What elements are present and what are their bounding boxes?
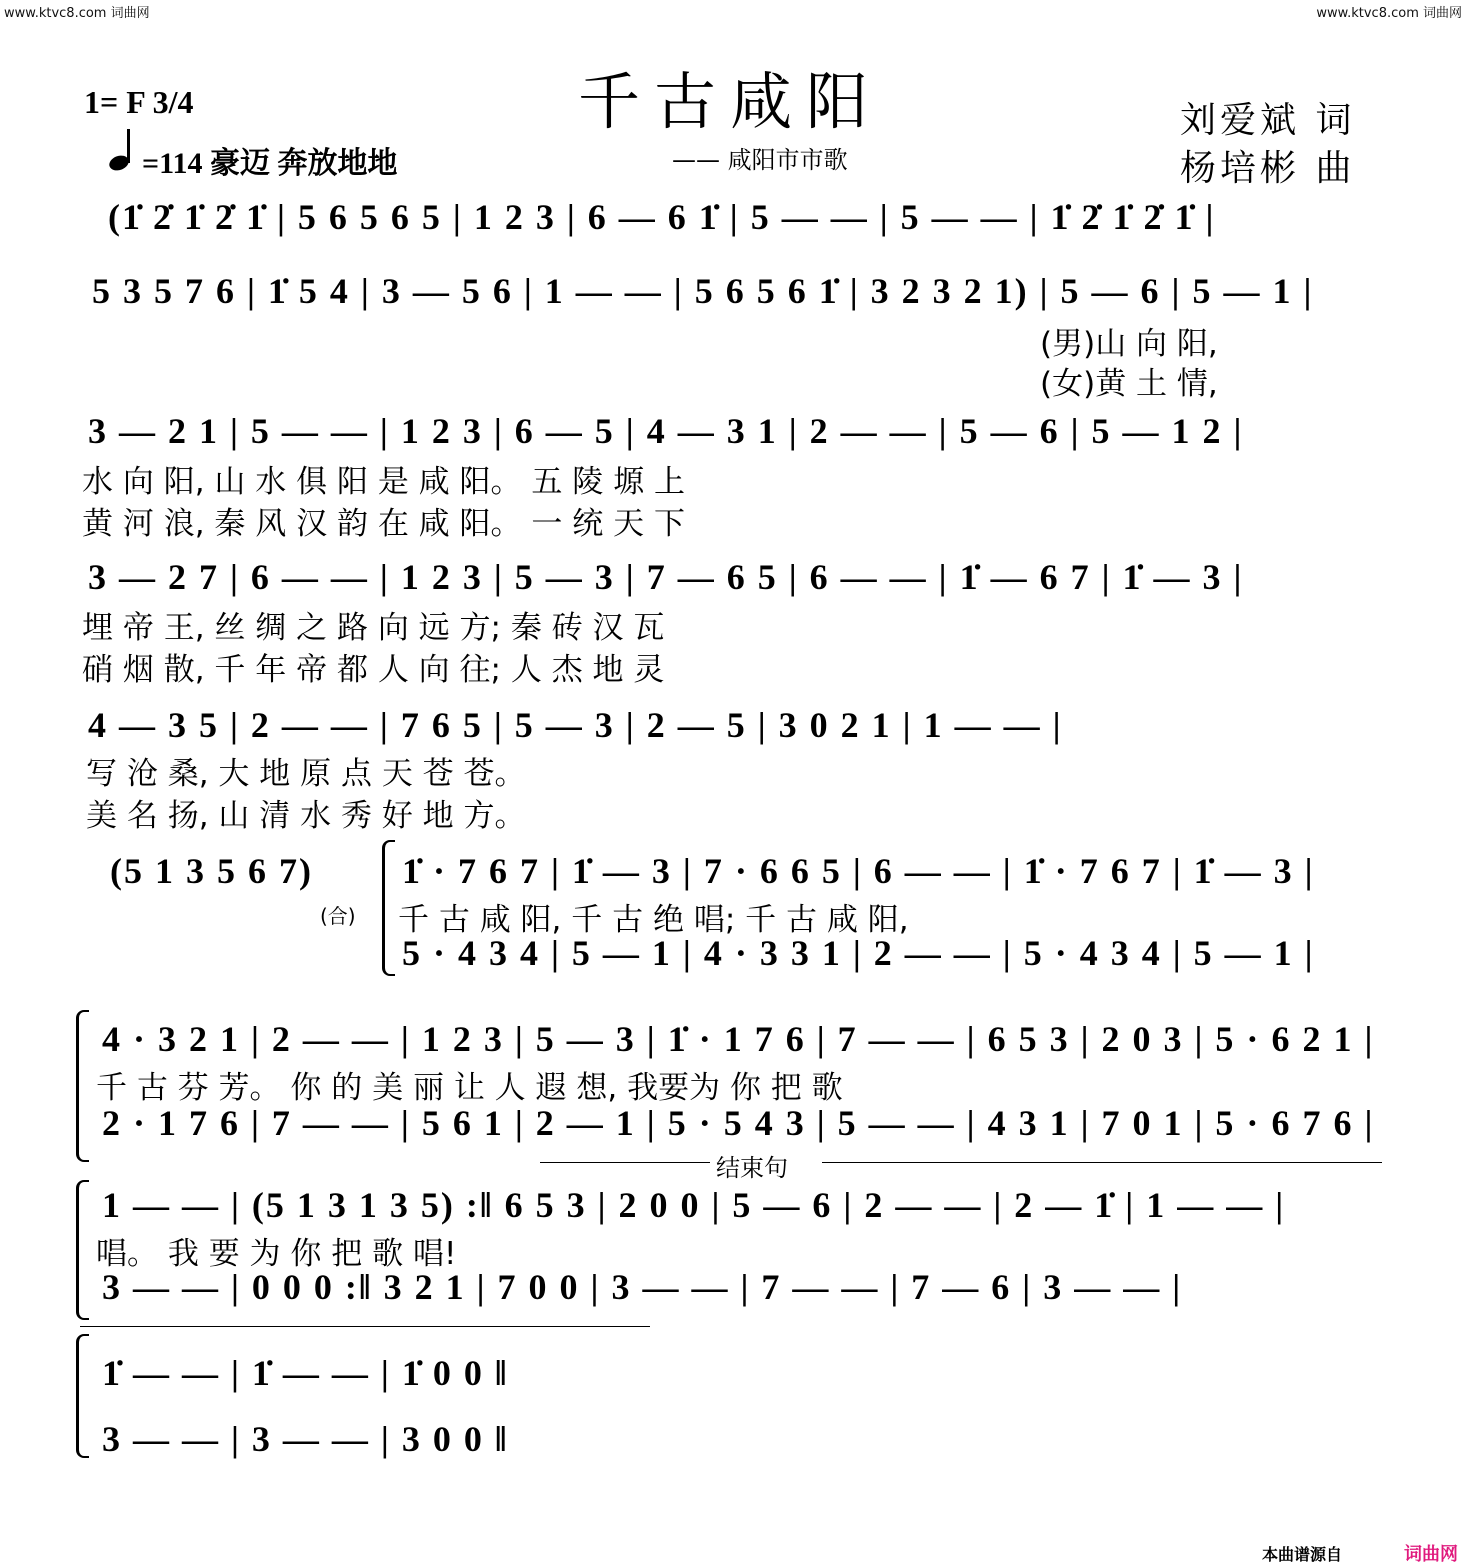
lyrics-line-5b: 美 名 扬, 山 清 水 秀 好 地 方。: [86, 798, 526, 834]
system-7-brace: [76, 1010, 89, 1162]
lyrics-line-2a: (男)山 向 阳,: [1040, 326, 1218, 362]
final-bracket-line: [80, 1326, 650, 1327]
song-title: 千古咸阳: [578, 65, 883, 138]
lyrics-line-4a: 埋 帝 王, 丝 绸 之 路 向 远 方; 秦 砖 汉 瓦: [82, 610, 665, 646]
system-8-brace: [76, 1180, 89, 1320]
notation-line-6-lower: 5 · 4 3 4 | 5 — 1 | 4 · 3 3 1 | 2 — — | 5 · 4 3 4 | 5 — 1 |: [402, 933, 1315, 973]
lyrics-line-4b: 硝 烟 散, 千 年 帝 都 人 向 往; 人 杰 地 灵: [82, 652, 665, 688]
composer-credit: 杨培彬 曲: [1180, 148, 1356, 189]
key-signature: 1= F 3/4: [84, 84, 194, 120]
ending-line-right: [822, 1162, 1382, 1163]
chorus-tag: (合): [320, 904, 356, 928]
watermark-left: www.ktvc8.com 词曲网: [4, 6, 150, 21]
notation-line-6-upper: 1̇ · 7 6 7 | 1̇ — 3 | 7 · 6 6 5 | 6 — — | 1̇ · 7 6 7 | 1̇ — 3 |: [402, 851, 1315, 891]
lyrics-line-6: 千 古 咸 阳, 千 古 绝 唱; 千 古 咸 阳,: [398, 902, 909, 938]
system-9-brace: [76, 1334, 89, 1458]
notation-line-2: 5 3 5 7 6 | 1̇ 5 4 | 3 — 5 6 | 1 — — | 5 6 5 6 1̇ | 3 2 3 2 1) | 5 — 6 | 5 — 1 |: [92, 271, 1314, 311]
ending-label: 结束句: [716, 1154, 788, 1182]
notation-line-5: 4 — 3 5 | 2 — — | 7 6 5 | 5 — 3 | 2 — 5 | 3 0 2 1 | 1 — — |: [88, 705, 1063, 745]
notation-line-3: 3 — 2 1 | 5 — — | 1 2 3 | 6 — 5 | 4 — 3 1 | 2 — — | 5 — 6 | 5 — 1 2 |: [88, 411, 1244, 451]
notation-line-9-lower: 3 — — | 3 — — | 3 0 0 ‖: [102, 1419, 509, 1459]
chorus-brace: [382, 840, 395, 976]
notation-line-7-lower: 2 · 1 7 6 | 7 — — | 5 6 1 | 2 — 1 | 5 · 5 4 3 | 5 — — | 4 3 1 | 7 0 1 | 5 · 6 7 6 |: [102, 1103, 1375, 1143]
footer-logo[interactable]: 词曲网: [1404, 1544, 1458, 1565]
song-subtitle: —— 咸阳市市歌: [672, 146, 848, 174]
footer-source: 本曲谱源自: [1262, 1545, 1343, 1564]
lyrics-line-2b: (女)黄 土 情,: [1040, 366, 1218, 402]
tempo-marking: =114 豪迈 奔放地地: [108, 138, 397, 182]
lyricist-credit: 刘爱斌 词: [1180, 100, 1356, 141]
notation-line-9-upper: 1̇ — — | 1̇ — — | 1̇ 0 0 ‖: [102, 1353, 509, 1393]
tempo-text: 114 豪迈 奔放地地: [159, 147, 398, 180]
lyrics-line-5a: 写 沧 桑, 大 地 原 点 天 苍 苍。: [86, 756, 526, 792]
notation-line-7-upper: 4 · 3 2 1 | 2 — — | 1 2 3 | 5 — 3 | 1̇ · 1 7 6 | 7 — — | 6 5 3 | 2 0 3 | 5 · 6 2 1 |: [102, 1019, 1375, 1059]
notation-line-1: (1̇ 2̇ 1̇ 2̇ 1̇ | 5 6 5 6 5 | 1 2 3 | 6 — 6 1̇ | 5 — — | 5 — — | 1̇ 2̇ 1̇ 2̇ 1̇ |: [108, 197, 1216, 237]
lyrics-line-8: 唱。 我 要 为 你 把 歌 唱!: [96, 1236, 457, 1272]
lyrics-line-3a: 水 向 阳, 山 水 俱 阳 是 咸 阳。 五 陵 塬 上: [82, 464, 685, 500]
ending-line-left: [540, 1162, 710, 1163]
lyrics-line-7: 千 古 芬 芳。 你 的 美 丽 让 人 遐 想, 我要为 你 把 歌: [96, 1070, 843, 1106]
notation-line-4: 3 — 2 7 | 6 — — | 1 2 3 | 5 — 3 | 7 — 6 5 | 6 — — | 1̇ — 6 7 | 1̇ — 3 |: [88, 557, 1244, 597]
quarter-note-icon: [108, 139, 142, 179]
notation-line-8-lower: 3 — — | 0 0 0 :‖ 3 2 1 | 7 0 0 | 3 — — | 7 — — | 7 — 6 | 3 — — |: [102, 1267, 1183, 1307]
watermark-right: www.ktvc8.com 词曲网: [1316, 6, 1462, 21]
chorus-intro: (5 1 3 5 6 7): [110, 851, 313, 891]
lyrics-line-3b: 黄 河 浪, 秦 风 汉 韵 在 咸 阳。 一 统 天 下: [82, 506, 685, 542]
notation-line-8-upper: 1 — — | (5 1 3 1 3 5) :‖ 6 5 3 | 2 0 0 | 5 — 6 | 2 — — | 2 — 1̇ | 1 — — |: [102, 1185, 1286, 1225]
